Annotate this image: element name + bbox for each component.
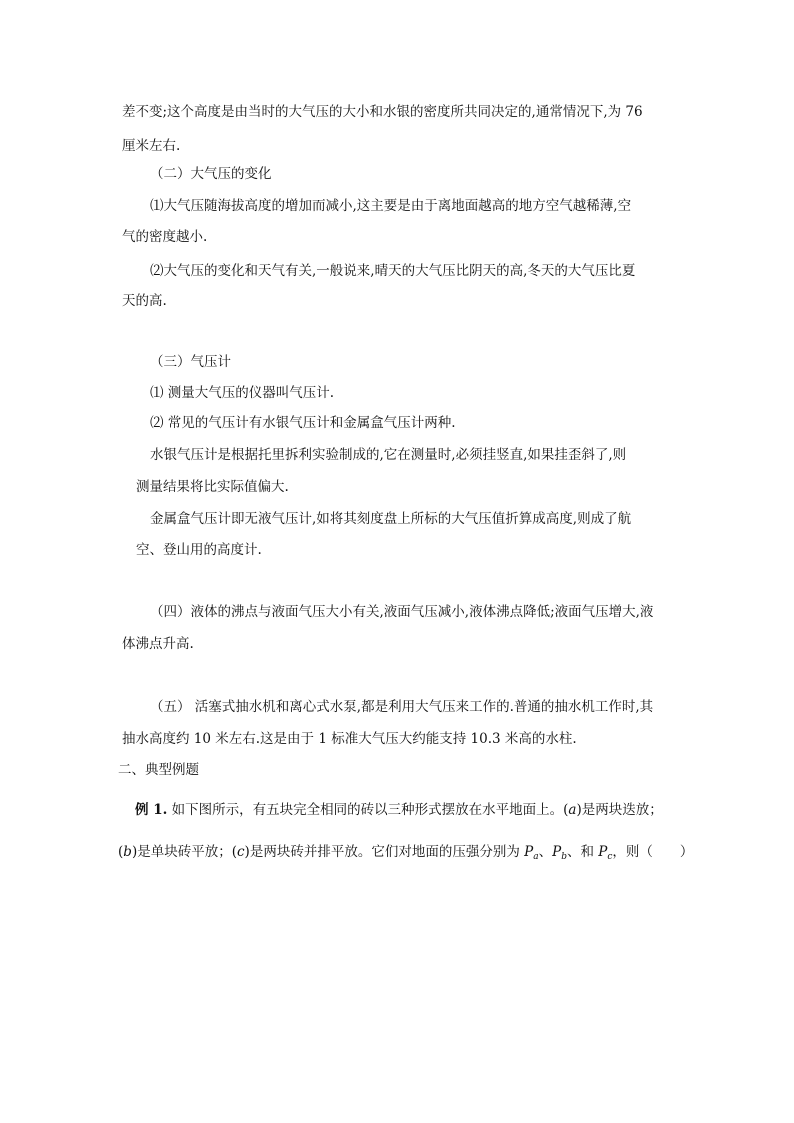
section-heading: （五） 活塞式抽水机和离心式水泵,都是利用大气压来工作的.普通的抽水机工作时,其	[150, 699, 654, 715]
text-line: 差不变;这个高度是由当时的大气压的大小和水银的密度所共同决定的,通常情况下,为 76	[122, 104, 643, 120]
example-label: 例 1.	[135, 802, 168, 818]
separator: 、和	[566, 844, 594, 860]
text-line: 空、登山用的高度计.	[136, 542, 262, 558]
section-heading: （四）液体的沸点与液面气压大小有关,液面气压减小,液体沸点降低;液面气压增大,液	[150, 604, 654, 620]
example-line-1	[135, 800, 663, 820]
example-case-b: b	[123, 844, 132, 860]
example-case-a: a	[568, 802, 577, 818]
section-heading: 二、典型例题	[118, 762, 199, 778]
example-case-c: c	[236, 844, 245, 860]
text-line: 气的密度越小.	[122, 229, 208, 245]
text-line: 金属盒气压计即无液气压计,如将其刻度盘上所标的大气压值折算成高度,则成了航	[150, 511, 632, 527]
text-line: 水银气压计是根据托里拆利实验制成的,它在测量时,必须挂竖直,如果挂歪斜了,则	[150, 447, 627, 463]
text-line: 抽水高度约 10 米左右.这是由于 1 标准大气压大约能支持 10.3 米高的水柱.	[122, 731, 577, 747]
text-line: ⑵大气压的变化和天气有关,一般说来,晴天的大气压比阴天的高,冬天的大气压比夏	[150, 263, 636, 279]
example-text: 如下图所示，有五块完全相同的砖以三种形式摆放在水平地面上。(	[171, 802, 569, 818]
text-line: 天的高.	[122, 293, 167, 309]
example-line-2	[118, 842, 693, 867]
example-text: )是两块迭放；	[576, 802, 663, 818]
pressure-symbol-b: $P_b$	[552, 844, 567, 862]
text-line: 测量结果将比实际值偏大.	[136, 479, 289, 495]
text-line: ⑵ 常见的气压计有水银气压计和金属盒气压计两种.	[150, 415, 456, 431]
separator: 、	[538, 844, 553, 860]
section-heading: （二）大气压的变化	[150, 166, 272, 182]
example-text: ，则（ ）	[612, 844, 694, 860]
section-heading: （三）气压计	[150, 354, 231, 370]
example-text: (	[118, 844, 124, 860]
text-line: ⑴ 测量大气压的仪器叫气压计.	[150, 385, 335, 401]
example-text: )是两块砖并排平放。它们对地面的压强分别为	[244, 844, 520, 860]
pressure-symbol-c: $P_c$	[598, 844, 613, 862]
text-line: 体沸点升高.	[122, 636, 194, 652]
text-line: ⑴大气压随海拔高度的增加而减小,这主要是由于离地面越高的地方空气越稀薄,空	[150, 198, 632, 214]
text-line: 厘米左右.	[122, 138, 181, 154]
pressure-symbol-a: $P_a$	[524, 844, 539, 862]
example-text: )是单块砖平放；(	[131, 844, 237, 860]
